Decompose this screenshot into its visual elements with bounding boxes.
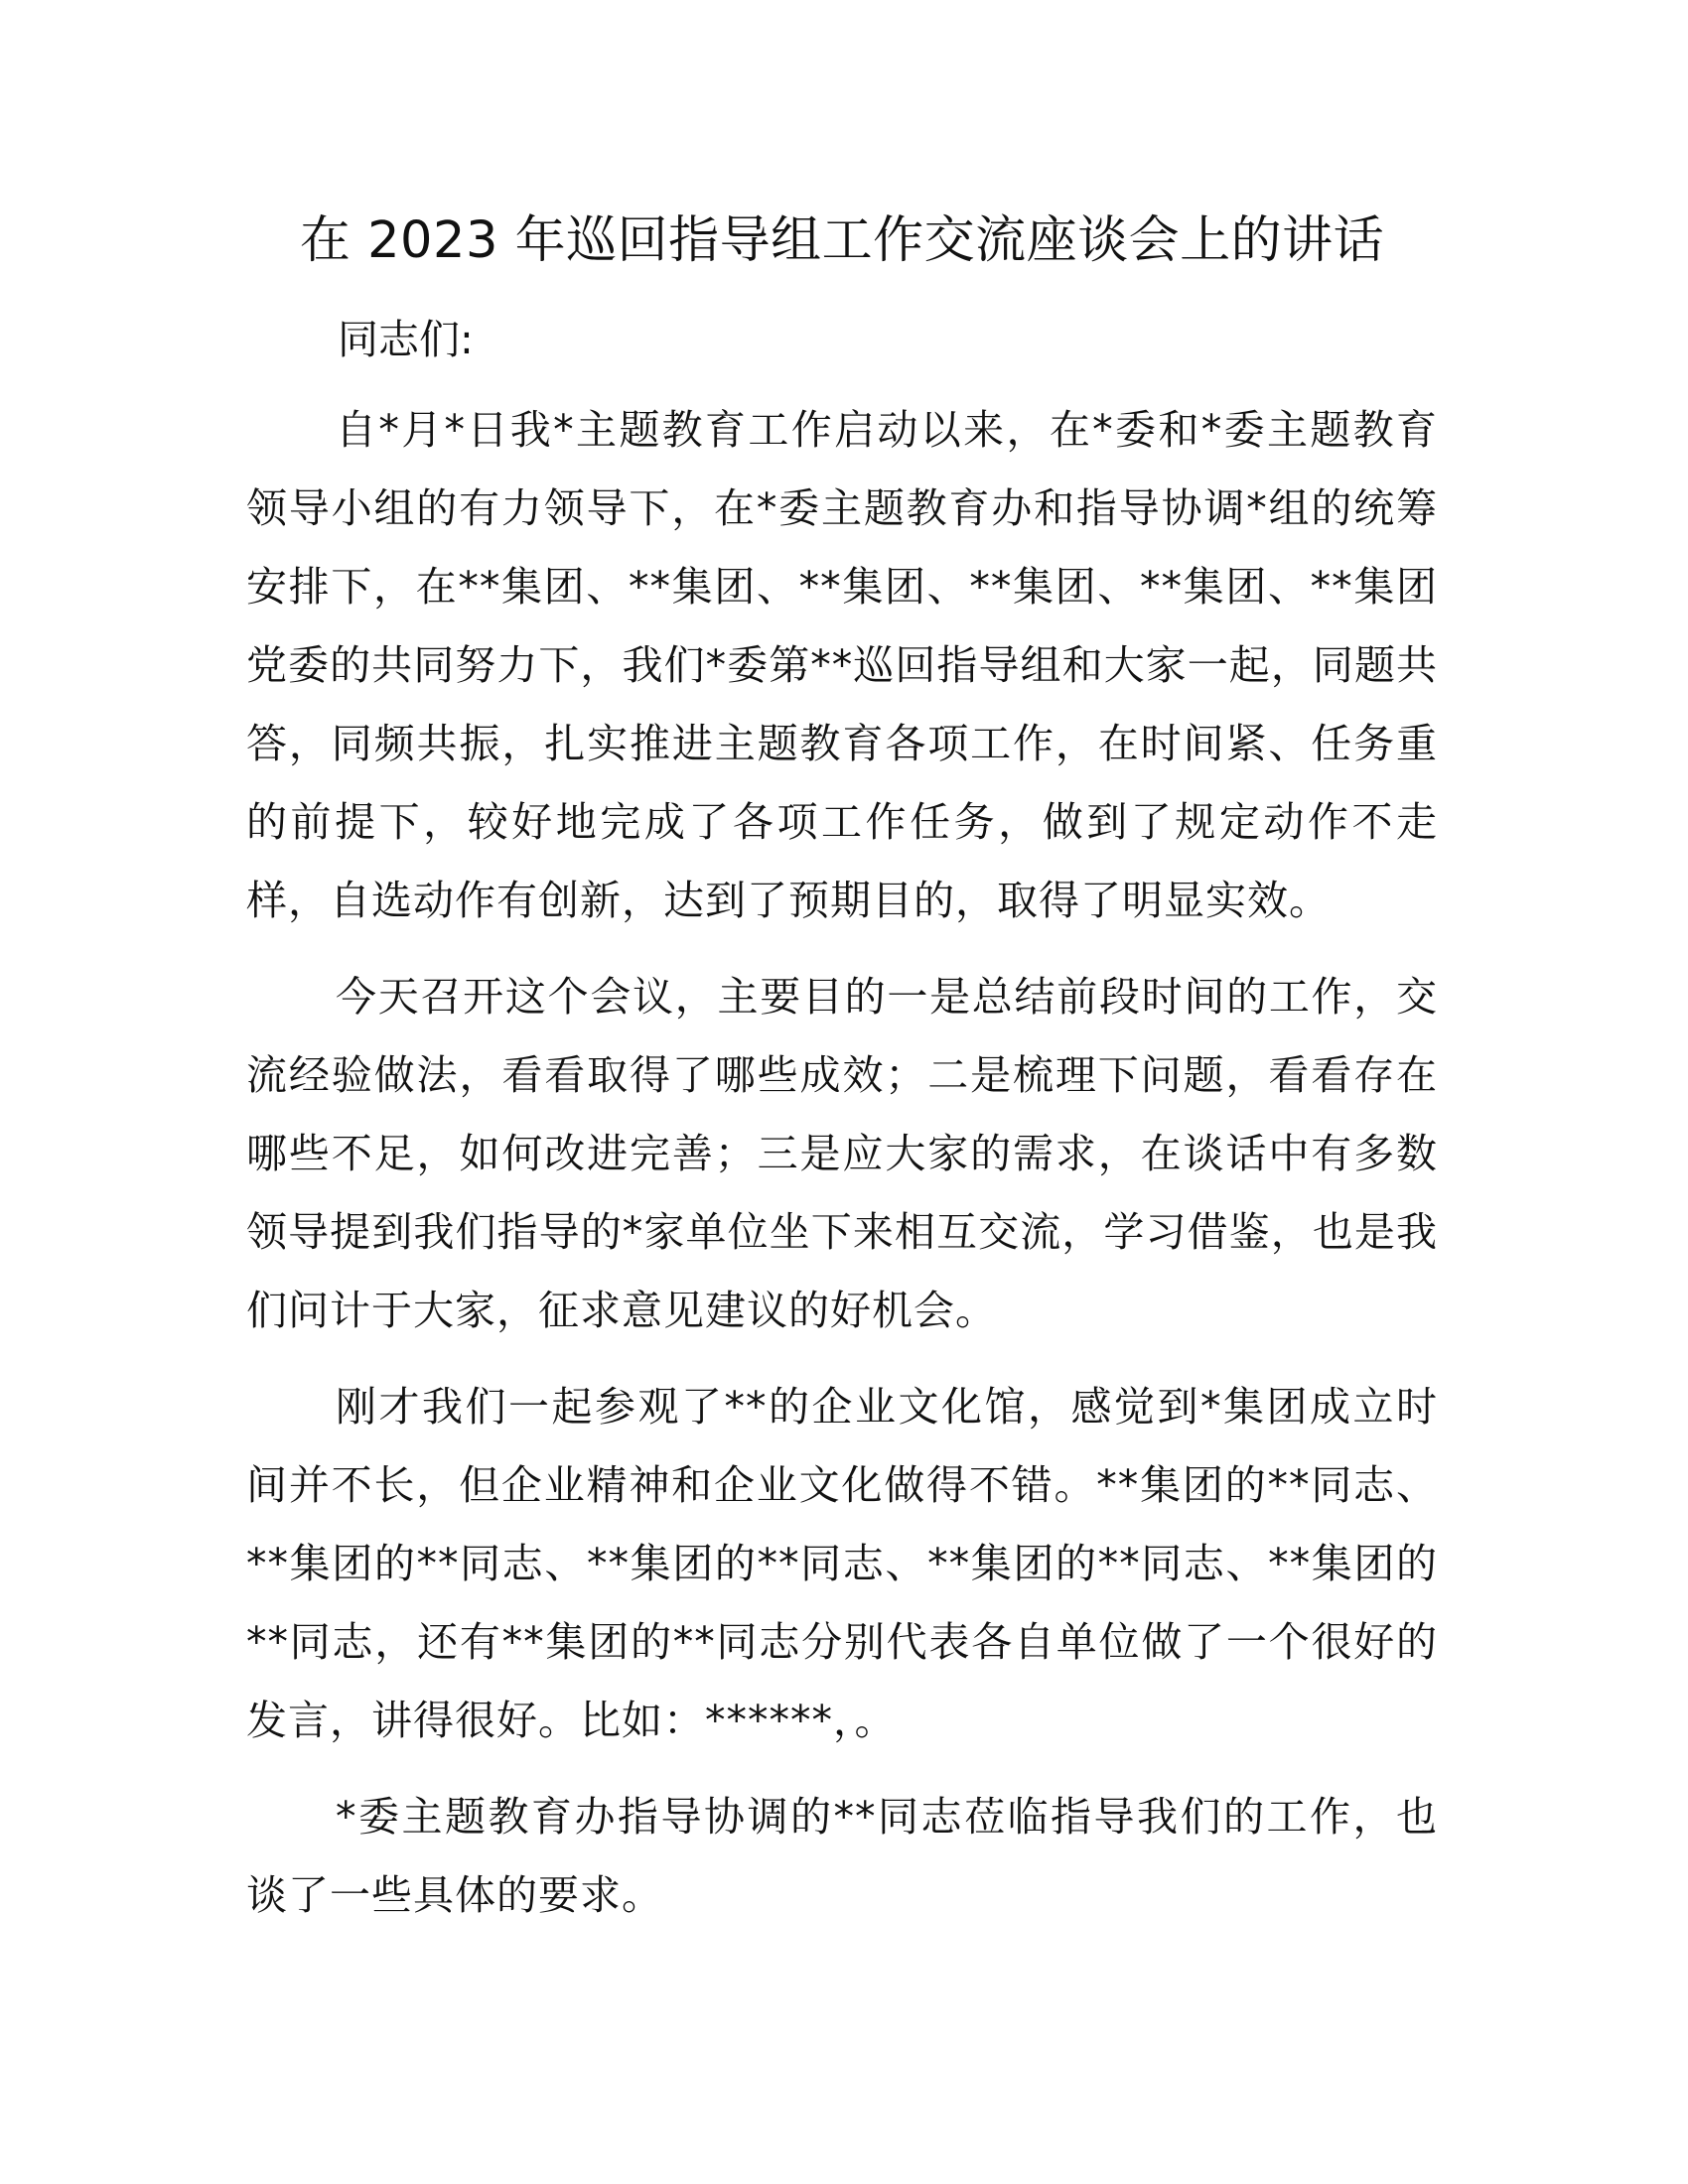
salutation: 同志们:	[338, 316, 474, 363]
paragraph-3: 刚才我们一起参观了**的企业文化馆，感觉到*集团成立时间并不长，但企业精神和企业文化做得不错。**集团的**同志、**集团的**同志、**集团的**同志、**集团的**同志、**集团的**同志，还有**集团的**同志分别代表各自单位做了一个很好的发言，讲得很好。比如：******，。	[246, 1383, 1438, 1744]
document-title: 在 2023 年巡回指导组工作交流座谈会上的讲话	[299, 211, 1385, 270]
paragraph-1: 自*月*日我*主题教育工作启动以来，在*委和*委主题教育领导小组的有力领导下，在*委主题教育办和指导协调*组的统筹安排下，在**集团、**集团、**集团、**集团、**集团、**集团党委的共同努力下，我们*委第**巡回指导组和大家一起，同题共答，同频共振，扎实推进主题教育各项工作，在时间紧、任务重的前提下，较好地完成了各项工作任务，做到了规定动作不走样，自选动作有创新，达到了预期目的，取得了明显实效。	[246, 406, 1438, 924]
paragraph-4: *委主题教育办指导协调的**同志莅临指导我们的工作，也谈了一些具体的要求。	[246, 1793, 1438, 1919]
document-body	[246, 199, 1438, 1953]
paragraph-2: 今天召开这个会议，主要目的一是总结前段时间的工作，交流经验做法，看看取得了哪些成效；二是梳理下问题，看看存在哪些不足，如何改进完善；三是应大家的需求，在谈话中有多数领导提到我们指导的*家单位坐下来相互交流，学习借鉴，也是我们问计于大家，征求意见建议的好机会。	[246, 973, 1438, 1334]
